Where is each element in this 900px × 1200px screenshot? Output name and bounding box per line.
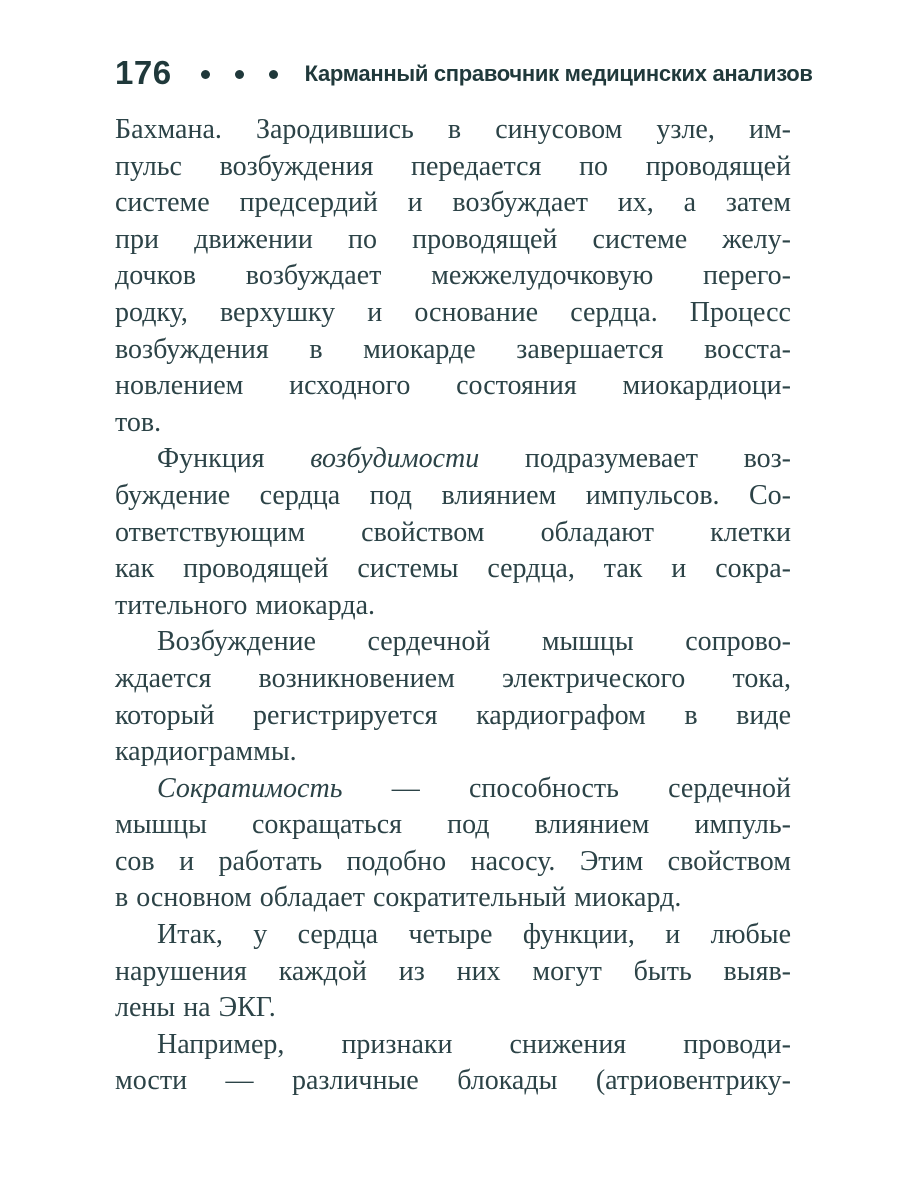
text-line	[115, 258, 791, 295]
text-segment: лены на ЭКГ.	[115, 992, 276, 1024]
text-segment: Бахмана. Зародившись в синусовом узле, им-	[115, 114, 791, 145]
text-line	[115, 551, 791, 588]
text-line	[115, 1027, 791, 1064]
bullet-icon	[269, 70, 278, 79]
text-segment: в основном обладает сократительный миокард.	[115, 882, 682, 914]
text-segment: возбуждения в миокарде завершается восста-	[115, 333, 791, 365]
text-line	[115, 807, 791, 844]
text-segment: тительного миокарда.	[115, 589, 376, 621]
text-segment: как проводящей системы сердца, так и сокра-	[115, 553, 791, 585]
text-segment: тов.	[115, 406, 162, 438]
page-number: 176	[115, 54, 172, 91]
page-body	[115, 112, 791, 1100]
text-segment: буждение сердца под влиянием импульсов. Со-	[115, 479, 791, 511]
text-segment: Возбуждение сердечной мышцы сопрово-	[157, 626, 791, 658]
text-segment: мости — различные блокады (атриовентрику-	[115, 1065, 791, 1097]
text-line	[115, 917, 791, 954]
text-segment: нарушения каждой из них могут быть выяв-	[115, 955, 791, 987]
text-line	[115, 368, 791, 405]
text-segment: системе предсердий и возбуждает их, а затем	[115, 187, 791, 219]
text-line	[115, 698, 791, 735]
text-line	[115, 112, 791, 149]
text-segment: пульс возбуждения передается по проводящей	[115, 150, 791, 182]
running-head	[115, 54, 813, 91]
italic-term: возбудимости	[310, 443, 480, 475]
text-line	[115, 734, 791, 771]
text-line	[115, 1063, 791, 1100]
text-line	[115, 478, 791, 515]
text-segment: подразумевает воз-	[479, 443, 791, 475]
text-segment: ответствующим свойством обладают клетки	[115, 516, 791, 548]
text-segment: родку, верхушку и основание сердца. Процесс	[115, 296, 791, 328]
text-segment: Например, признаки снижения проводи-	[157, 1028, 791, 1060]
bullet-icon	[235, 70, 244, 79]
text-line	[115, 332, 791, 369]
text-line	[115, 295, 791, 332]
text-line	[115, 149, 791, 186]
text-segment: кардиограммы.	[115, 736, 297, 768]
text-line	[115, 990, 791, 1027]
text-segment: при движении по проводящей системе желу-	[115, 223, 791, 255]
text-segment: Итак, у сердца четыре функции, и любые	[157, 919, 791, 951]
text-segment: ждается возникновением электрического тока,	[115, 662, 791, 694]
header-separator-dots	[201, 70, 278, 79]
text-line	[115, 405, 791, 442]
text-segment: который регистрируется кардиографом в виде	[115, 699, 791, 731]
text-segment: мышцы сокращаться под влиянием импуль-	[115, 809, 791, 841]
text-line	[115, 880, 791, 917]
text-line	[115, 624, 791, 661]
text-line	[115, 515, 791, 552]
text-segment: новлением исходного состояния миокардиоци-	[115, 370, 791, 402]
italic-term: Сократимость	[157, 772, 343, 804]
text-segment: дочков возбуждает межжелудочковую перего-	[115, 260, 791, 292]
text-segment: — способность сердечной	[342, 772, 791, 804]
text-line	[115, 588, 791, 625]
text-line	[115, 771, 791, 808]
bullet-icon	[201, 70, 210, 79]
text-line	[115, 185, 791, 222]
header-title: Карманный справочник медицинских анализов	[304, 60, 813, 86]
text-line	[115, 441, 791, 478]
text-segment: Функция	[157, 443, 311, 475]
text-line	[115, 661, 791, 698]
text-line	[115, 222, 791, 259]
text-line	[115, 954, 791, 991]
text-segment: сов и работать подобно насосу. Этим свойством	[115, 845, 791, 877]
text-line	[115, 844, 791, 881]
